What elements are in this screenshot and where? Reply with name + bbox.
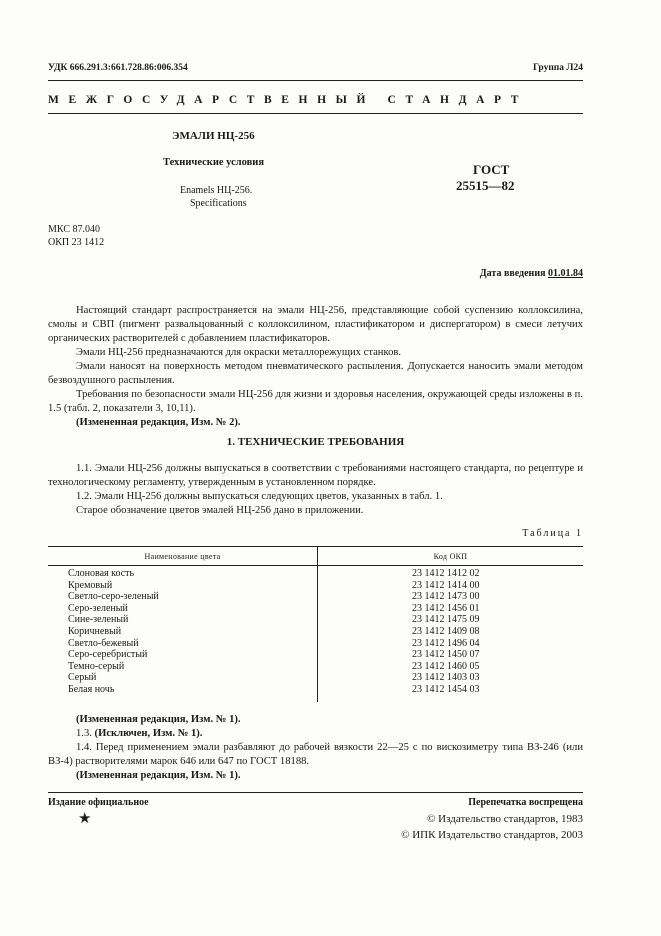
table-cell-okp-code: 23 1412 1475 09 — [412, 614, 480, 626]
clause-1-1: 1.1. Эмали НЦ-256 должны выпускаться в соответствии с требованиями настоящего стандарта, по рецептуре и технологическому регламенту, утвержденным в установленном порядке. — [48, 463, 583, 488]
banner: МЕЖГОСУДАРСТВЕННЫЙ СТАНДАРТ — [48, 94, 529, 106]
table-header-rule — [48, 565, 583, 566]
clause-number: 1.3. — [76, 728, 92, 739]
table-cell-okp-code: 23 1412 1412 02 — [412, 568, 480, 579]
english-title: Enamels НЦ-256. — [180, 185, 253, 196]
intro-date — [480, 268, 583, 279]
divider — [48, 80, 583, 81]
udk-code: УДК 666.291.3:661.728.86:006.354 — [48, 63, 188, 73]
clause-1-3 — [48, 727, 583, 741]
table-cell-okp-code: 23 1412 1454 03 — [412, 684, 480, 695]
standard-subtitle: Технические условия — [163, 157, 265, 168]
english-subtitle: Specifications — [190, 198, 247, 209]
intro-date-label: Дата введения — [479, 268, 546, 279]
clause-text: (Исключен, Изм. № 1). — [94, 728, 203, 739]
table-cell-okp-code: 23 1412 1473 00 — [412, 591, 480, 603]
table-cell-color-name: Светло-бежевый — [68, 637, 139, 649]
after-table-text — [48, 713, 583, 783]
table-caption: Таблица 1 — [522, 528, 583, 539]
copyright-2003: © ИПК Издательство стандартов, 2003 — [401, 829, 583, 841]
table-top-rule — [48, 546, 583, 547]
edit-note: (Измененная редакция, Изм. № 2). — [76, 417, 241, 428]
table-cell-okp-code: 23 1412 1450 07 — [412, 649, 480, 661]
table-cell-color-name: Серо-серебристый — [68, 649, 148, 661]
table-cell-okp-code: 23 1412 1496 04 — [412, 637, 480, 649]
table-cell-color-name: Серо-зеленый — [68, 602, 128, 614]
table-cell-color-name: Светло-серо-зеленый — [68, 591, 159, 603]
table-cell-okp-code: 23 1412 1456 01 — [412, 602, 480, 614]
table-cell-okp-code: 23 1412 1460 05 — [412, 660, 480, 672]
edit-note: (Измененная редакция, Изм. № 1). — [76, 770, 241, 781]
star-icon: ★ — [78, 811, 92, 827]
table-column-rule — [317, 546, 318, 702]
standard-name: ЭМАЛИ НЦ-256 — [172, 130, 255, 142]
table-cell-color-name: Серый — [68, 672, 97, 684]
clause-1-2: 1.2. Эмали НЦ-256 должны выпускаться следующих цветов, указанных в табл. 1. — [76, 491, 443, 502]
okp-code: ОКП 23 1412 — [48, 237, 105, 248]
table-cell-color-name: Белая ночь — [68, 684, 115, 695]
section-title: 1. ТЕХНИЧЕСКИЕ ТРЕБОВАНИЯ — [226, 436, 405, 448]
official-edition: Издание официальное — [48, 797, 149, 808]
section-text — [48, 462, 583, 518]
copyright-1983: © Издательство стандартов, 1983 — [427, 813, 583, 825]
table-cell-okp-code: 23 1412 1403 03 — [412, 672, 480, 684]
table-cell-okp-code: 23 1412 1409 08 — [412, 626, 480, 637]
mks-code: МКС 87.040 — [48, 224, 100, 235]
intro-paragraph: Настоящий стандарт распространяется на эмали НЦ-256, представляющие собой суспензию коллоксилина, смолы и СВП (пигмент развальцованный с коллоксилином, пластификатором и диспергатором) в смеси летучих органических растворителей с добавлением пластификаторов. — [48, 305, 583, 344]
clause-1-4: 1.4. Перед применением эмали разбавляют до рабочей вязкости 22—25 с по вискозиметру типа ВЗ-246 (или ВЗ-4) растворителями марок 646 или 647 по ГОСТ 18188. — [48, 742, 583, 767]
intro-paragraph: Эмали наносят на поверхность методом пневматического распыления. Допускается наносить эмали методом безвоздушного распыления. — [48, 361, 583, 386]
intro-paragraph: Требования по безопасности эмали НЦ-256 для жизни и здоровья населения, окружающей среды изложены в п. 1.5 (табл. 2, показатели 3, 10,11). — [48, 389, 583, 414]
table-header-code: Код ОКП — [433, 552, 468, 561]
table-cell-color-name: Коричневый — [68, 626, 122, 637]
reprint-notice: Перепечатка воспрещена — [468, 797, 583, 808]
table-cell-color-name: Кремовый — [68, 579, 113, 591]
intro-paragraph: Эмали НЦ-256 предназначаются для окраски металлорежущих станков. — [76, 347, 402, 358]
table-cell-okp-code: 23 1412 1414 00 — [412, 579, 480, 591]
intro-text — [48, 304, 583, 430]
divider — [48, 113, 583, 114]
divider — [48, 792, 583, 793]
table-cell-color-name: Темно-серый — [68, 660, 125, 672]
table-cell-color-name: Сине-зеленый — [68, 614, 129, 626]
table-cell-color-name: Слоновая кость — [68, 568, 135, 579]
table-header-name: Наименование цвета — [144, 552, 221, 561]
gost-number: 25515—82 — [456, 178, 515, 193]
gost-label: ГОСТ — [473, 162, 510, 177]
edit-note: (Измененная редакция, Изм. № 1). — [76, 714, 241, 725]
group-code: Группа Л24 — [532, 63, 583, 73]
color-note: Старое обозначение цветов эмалей НЦ-256 дано в приложении. — [76, 505, 364, 516]
intro-date-value: 01.01.84 — [548, 268, 583, 279]
